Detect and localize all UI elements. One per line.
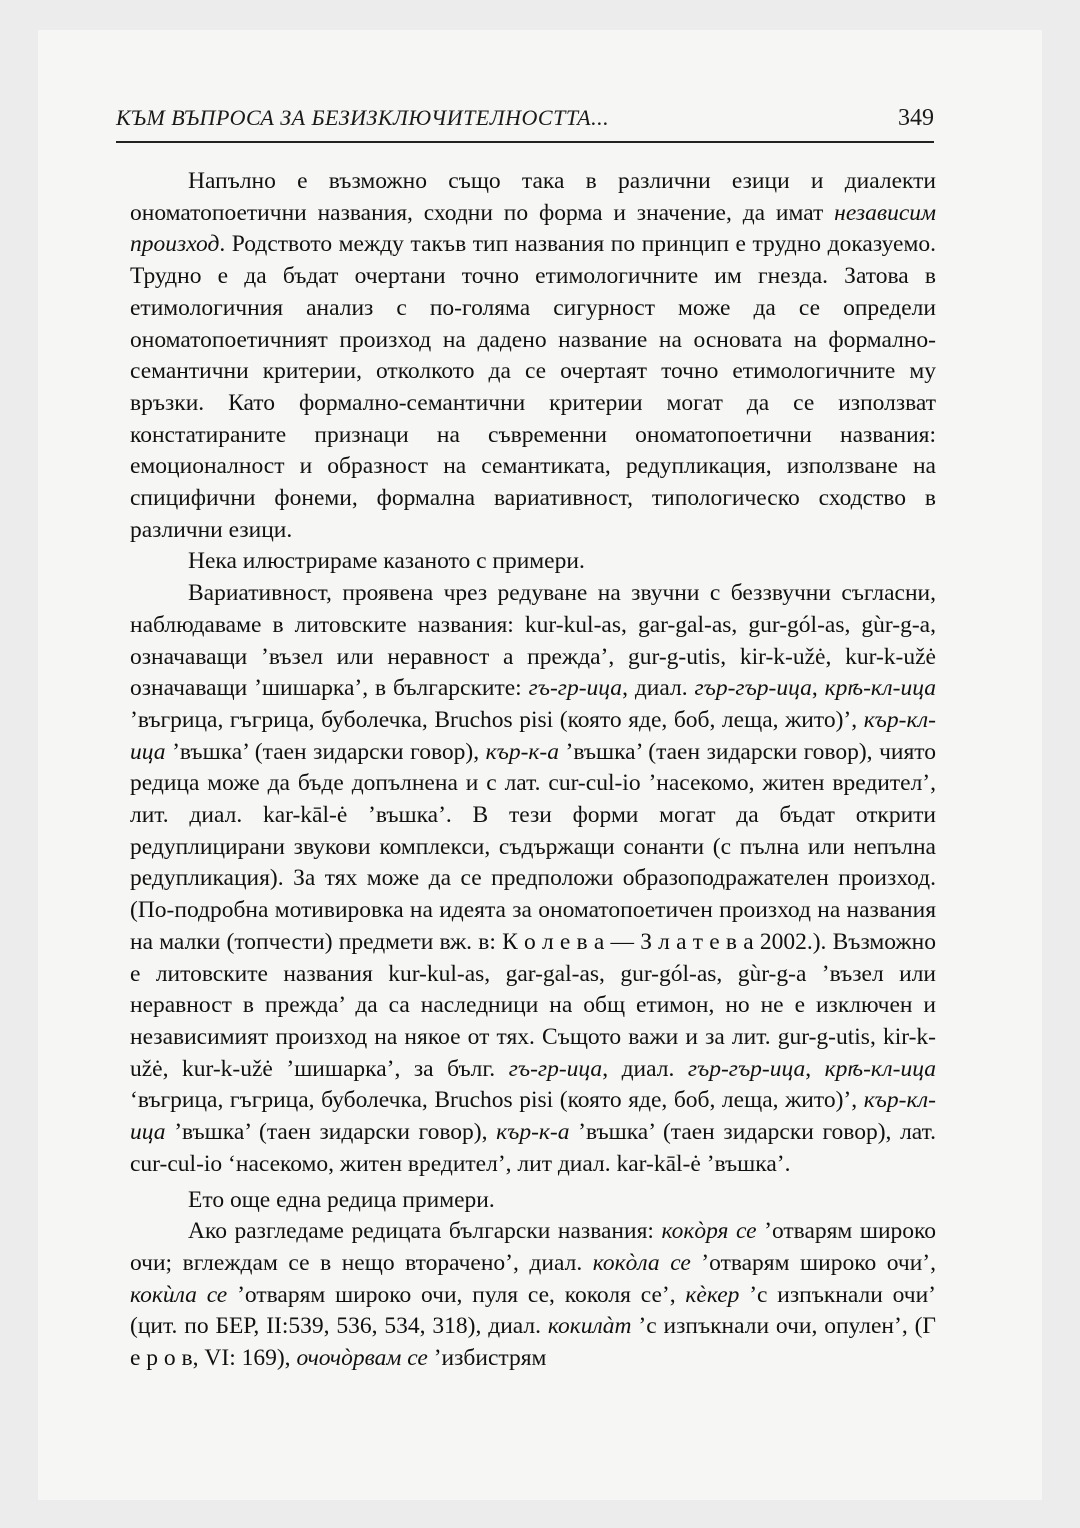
text-run: Ето още една редица примери. — [188, 1186, 495, 1213]
italic-term: очочòрвам се — [296, 1345, 428, 1372]
text-run: , — [811, 675, 825, 702]
italic-term: гъ-гр-ица — [528, 675, 623, 702]
paragraph — [130, 1216, 936, 1375]
italic-term: гър-гър-ица — [687, 1055, 806, 1082]
italic-term: гъ-гр-ица — [508, 1055, 603, 1082]
text-run: , диал. — [602, 1055, 688, 1082]
italic-term: кокòла се — [592, 1249, 691, 1276]
italic-term: кър-к-а — [485, 738, 559, 765]
text-run: ’въшка’ (таен зидарски говор), чиято редица може да бъде допълнена и с лат. cur-cul-io ’насекомо, житен вредител’, лит. диал. kar-kāl-ė ’въшка’. В тези форми могат да бъдат открити редуплицирани звукови комплекси, съдържащи сонанти (с пълна или непълна редупликация). За тях може да се предположи образоподражателен произход. (По-подробна мотивировка на идеята за ономатопоетичен произход на названия на малки (топчести) предмети вж. в: К о л е в а — З л а т е в а 2002.). Възможно е литовските названия kur-kul-as, gar-gal-as, gur-gól-as, gùr-g-a ’възел или неравност в прежда’ да са наследници на общ етимон, но не е изключен и независимият произход на някое от тях. Същото важи и за лит. gur-g-utis, kir-k-užė, kur-k-užė ’шишарка’, за бълг. — [130, 738, 936, 1082]
text-run: ’въгрица, гъгрица, буболечка, Bruchos pisi (която яде, боб, леща, жито)’, — [130, 706, 864, 733]
text-run: ’въшка’ (таен зидарски говор), лат. cur-cul-io ‘насекомо, житен вредител’, лит диал. kar-kāl-ė ’въшка’. — [130, 1119, 936, 1177]
text-run: ’с изпъкнали очи, опулен’, (Г е р о в, VI: 169), — [130, 1313, 936, 1372]
text-run: Напълно е възможно също така в различни езици и диалекти ономатопоетични названия, сходни по форма и значение, да имат — [130, 168, 936, 226]
italic-term: кокùла се — [130, 1281, 228, 1308]
page-number: 349 — [898, 105, 934, 131]
text-run: ’отварям широко очи’, — [690, 1249, 936, 1276]
italic-term: крѣ-кл-ица — [824, 675, 936, 702]
italic-term: независим произход — [130, 199, 936, 258]
running-title: КЪМ ВЪПРОСА ЗА БЕЗИЗКЛЮЧИТЕЛНОСТТА... — [116, 105, 610, 130]
text-run: Вариативност, проявена чрез редуване на звучни с беззвучни съгласни, наблюдаваме в литовските названия: kur-kul-as, gar-gal-as, gur-gól-as, gùr-g-a, означаващи ’възел или неравност а прежда’, gur-g-utis, kir-k-užė, kur-k-užė означаващи ’шишарка’, в българските: — [130, 580, 936, 702]
italic-term: гър-гър-ица — [694, 675, 812, 702]
text-run: . Родството между такъв тип названия по принцип е трудно доказуемо. Трудно е да бъдат очертани точно етимологичните им гнезда. Затова в етимологичния анализ с по-голяма сигурност може да се определи ономатопоетичният произход на дадено название на основата на формално-семантични критерии, отколкото да се очертаят точно етимологичните му връзки. Като формално-семантични критерии могат да се използват констатираните признаци на съвременни ономатопоетични названия: емоционалност и образност на семантиката, редупликация, използване на спицифични фонеми, формална вариативност, типологическо сходство в различни езици. — [130, 231, 936, 543]
text-run: , — [805, 1055, 825, 1082]
paragraph — [130, 1185, 936, 1217]
text-run: ’отварям широко очи, пуля се, коколя се’, — [227, 1281, 686, 1308]
paragraph — [130, 578, 936, 1180]
text-run: , диал. — [622, 675, 695, 702]
text-run: ’въшка’ (таен зидарски говор), — [165, 738, 486, 765]
text-run: Ако разгледаме редицата български названия: — [188, 1218, 662, 1245]
text-run: Нека илюстрираме казаното с примери. — [188, 548, 585, 575]
italic-term: кър-кл-ица — [130, 706, 936, 765]
italic-term: кър-кл-ица — [130, 1087, 936, 1146]
text-run: ’с изпъкнали очи’ (цит. по БЕР, II:539, 536, 534, 318), диал. — [130, 1281, 936, 1340]
running-header — [116, 105, 934, 143]
paragraph — [130, 546, 936, 578]
italic-term: крѣ-кл-ица — [824, 1055, 936, 1082]
paragraph — [130, 166, 936, 546]
text-run: ’въшка’ (таен зидарски говор), — [165, 1119, 497, 1146]
body-text — [130, 166, 936, 1375]
text-run: ’избистрям — [427, 1345, 547, 1372]
text-run: ‘въгрица, гъгрица, буболечка, Bruchos pisi (която яде, боб, леща, жито)’, — [130, 1087, 864, 1114]
text-run: ’отварям широко очи; вглеждам се в нещо вторачено’, диал. — [130, 1218, 937, 1276]
italic-term: кокòря се — [661, 1218, 757, 1245]
italic-term: кър-к-а — [496, 1119, 570, 1146]
italic-term: кокилàт — [547, 1313, 632, 1340]
italic-term: кèкер — [685, 1281, 740, 1308]
